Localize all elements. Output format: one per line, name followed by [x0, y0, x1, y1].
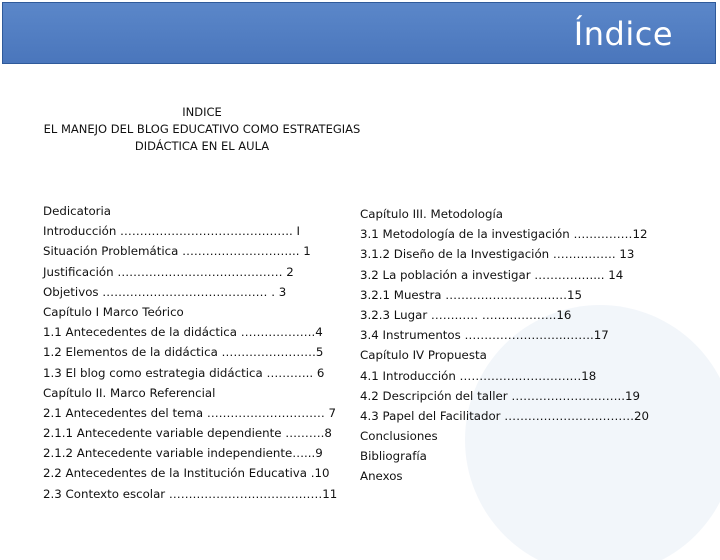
toc-entry: 2.1.1 Antecedente variable dependiente ……….8	[43, 426, 332, 441]
toc-entry: 4.2 Descripción del taller ………………………..19	[360, 388, 641, 403]
toc-entry: Capítulo II. Marco Referencial	[43, 385, 216, 400]
toc-entry: 1.2 Elementos de la didáctica ……………………5	[43, 345, 324, 360]
toc-entry: 3.1 Metodología de la investigación ……………12	[360, 227, 648, 242]
slide-title: Índice	[573, 15, 673, 53]
toc-entry: Bibliografía	[360, 449, 427, 464]
toc-left-column	[43, 201, 343, 504]
toc-entry: 3.1.2 Diseño de la Investigación ……………. 13	[360, 247, 635, 262]
toc-right-column	[360, 204, 660, 487]
heading-line: DIDÁCTICA EN EL AULA	[134, 139, 270, 153]
toc-entry: Introducción …………………………………….. I	[43, 224, 300, 239]
toc-entry: 3.4 Instrumentos ……………………..…….17	[360, 328, 609, 343]
toc-entry: 3.2 La población a investigar ……………... 14	[360, 267, 624, 282]
toc-entry: Justificación …………………………………… 2	[43, 264, 294, 279]
toc-entry: 4.3 Papel del Facilitador ……………………………20	[360, 408, 650, 423]
toc-entry: Anexos	[360, 469, 403, 484]
toc-entry: Capítulo III. Metodología	[360, 207, 503, 221]
toc-entry: Objetivos …………………………………… . 3	[43, 284, 287, 299]
toc-entry: Dedicatoria	[43, 204, 112, 218]
toc-entry: 3.2.3 Lugar ………… ……………….16	[360, 307, 572, 322]
toc-entry: Capítulo I Marco Teórico	[43, 304, 184, 319]
toc-entry: Capítulo IV Propuesta	[360, 348, 487, 363]
toc-entry: 4.1 Introducción ……………………….…18	[360, 368, 597, 383]
toc-entry: 2.1.2 Antecedente variable independiente…...9	[43, 446, 323, 461]
heading-line: EL MANEJO DEL BLOG EDUCATIVO COMO ESTRATEGIAS	[43, 122, 361, 136]
toc-entry: 2.1 Antecedentes del tema ………………………… 7	[43, 405, 337, 420]
heading-line: INDICE	[182, 105, 222, 119]
toc-entry: 2.3 Contexto escolar …………………………………11	[43, 486, 338, 501]
title-bar	[2, 2, 716, 64]
toc-entry: 2.2 Antecedentes de la Institución Educativa .10	[43, 466, 330, 481]
toc-entry: Conclusiones	[360, 429, 438, 444]
toc-entry: 3.2.1 Muestra ……………………….…15	[360, 287, 583, 302]
toc-entry: Situación Problemática ………………………... 1	[43, 244, 311, 259]
document-heading	[0, 104, 404, 155]
toc-entry: 1.1 Antecedentes de la didáctica ……………….4	[43, 325, 323, 340]
toc-entry: 1.3 El blog como estrategia didáctica ………... 6	[43, 365, 325, 380]
